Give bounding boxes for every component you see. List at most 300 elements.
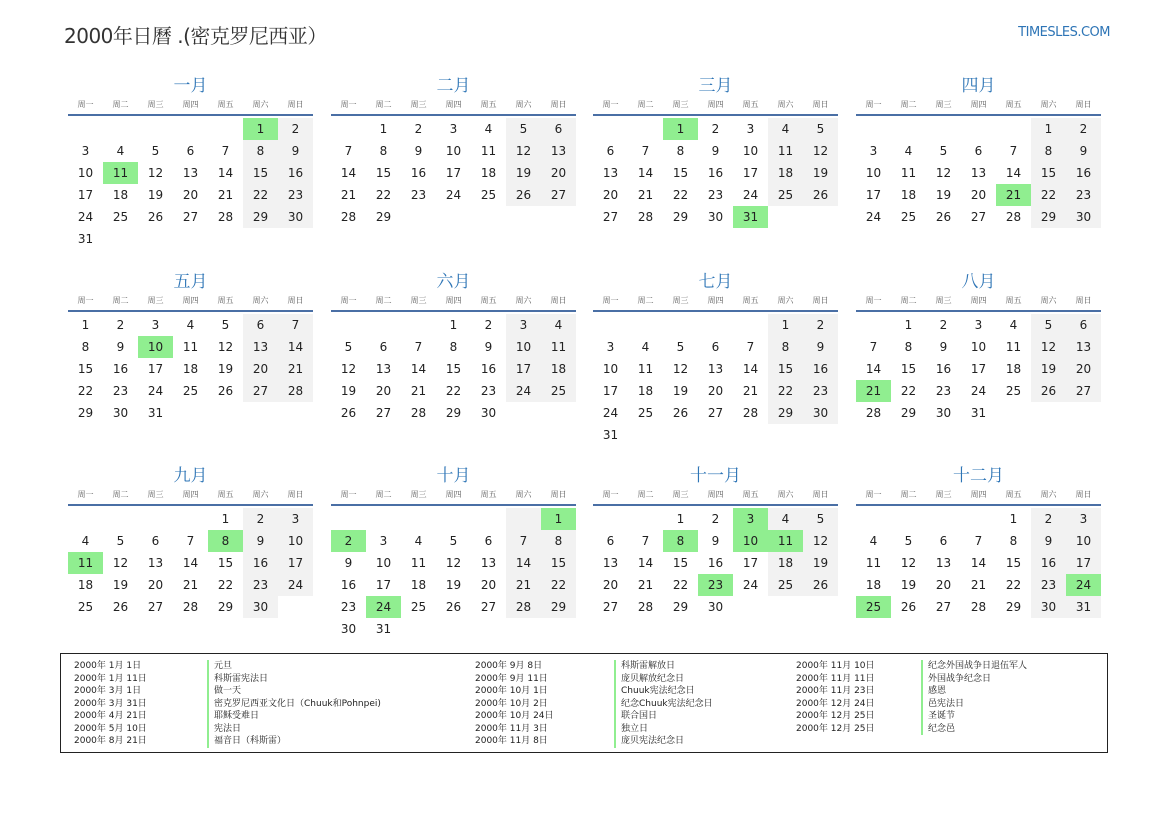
- day-cell[interactable]: 23: [707, 188, 724, 202]
- day-cell[interactable]: 11: [637, 362, 654, 376]
- day-cell[interactable]: 31: [602, 428, 619, 442]
- day-cell[interactable]: 26: [672, 406, 689, 420]
- day-cell[interactable]: 14: [410, 362, 427, 376]
- day-cell[interactable]: 9: [414, 144, 423, 158]
- day-cell[interactable]: 2: [331, 530, 366, 552]
- day-cell[interactable]: 31: [1066, 596, 1101, 618]
- day-cell[interactable]: 15: [900, 362, 917, 376]
- day-cell[interactable]: 5: [904, 534, 913, 548]
- day-cell[interactable]: 1: [221, 512, 230, 526]
- day-cell[interactable]: 18: [865, 578, 882, 592]
- day-cell[interactable]: 18: [1005, 362, 1022, 376]
- day-cell[interactable]: 22: [1031, 184, 1066, 206]
- day-cell[interactable]: 2: [1066, 118, 1101, 140]
- day-cell[interactable]: 3: [1066, 508, 1101, 530]
- day-cell[interactable]: 2: [414, 122, 423, 136]
- day-cell[interactable]: 25: [856, 596, 891, 618]
- day-cell[interactable]: 15: [243, 162, 278, 184]
- day-cell[interactable]: 8: [904, 340, 913, 354]
- day-cell[interactable]: 12: [112, 556, 129, 570]
- day-cell[interactable]: 4: [414, 534, 423, 548]
- day-cell[interactable]: 28: [637, 210, 654, 224]
- day-cell[interactable]: 30: [112, 406, 129, 420]
- day-cell[interactable]: 16: [1066, 162, 1101, 184]
- day-cell[interactable]: 25: [112, 210, 129, 224]
- day-cell[interactable]: 13: [480, 556, 497, 570]
- day-cell[interactable]: 12: [506, 140, 541, 162]
- day-cell[interactable]: 17: [865, 188, 882, 202]
- day-cell[interactable]: 1: [676, 512, 685, 526]
- day-cell[interactable]: 29: [672, 600, 689, 614]
- day-cell[interactable]: 10: [138, 336, 173, 358]
- day-cell[interactable]: 2: [1031, 508, 1066, 530]
- day-cell[interactable]: 14: [1005, 166, 1022, 180]
- day-cell[interactable]: 20: [707, 384, 724, 398]
- day-cell[interactable]: 3: [974, 318, 983, 332]
- day-cell[interactable]: 31: [77, 232, 94, 246]
- day-cell[interactable]: 23: [803, 380, 838, 402]
- day-cell[interactable]: 29: [375, 210, 392, 224]
- day-cell[interactable]: 18: [637, 384, 654, 398]
- day-cell[interactable]: 30: [935, 406, 952, 420]
- day-cell[interactable]: 10: [970, 340, 987, 354]
- day-cell[interactable]: 1: [243, 118, 278, 140]
- day-cell[interactable]: 3: [606, 340, 615, 354]
- day-cell[interactable]: 28: [340, 210, 357, 224]
- day-cell[interactable]: 19: [506, 162, 541, 184]
- day-cell[interactable]: 24: [445, 188, 462, 202]
- day-cell[interactable]: 16: [707, 556, 724, 570]
- day-cell[interactable]: 24: [147, 384, 164, 398]
- day-cell[interactable]: 2: [939, 318, 948, 332]
- day-cell[interactable]: 22: [375, 188, 392, 202]
- day-cell[interactable]: 14: [278, 336, 313, 358]
- day-cell[interactable]: 21: [637, 578, 654, 592]
- day-cell[interactable]: 21: [996, 184, 1031, 206]
- day-cell[interactable]: 27: [602, 210, 619, 224]
- day-cell[interactable]: 25: [541, 380, 576, 402]
- day-cell[interactable]: 23: [480, 384, 497, 398]
- day-cell[interactable]: 26: [803, 184, 838, 206]
- day-cell[interactable]: 28: [1005, 210, 1022, 224]
- day-cell[interactable]: 8: [541, 530, 576, 552]
- day-cell[interactable]: 12: [445, 556, 462, 570]
- day-cell[interactable]: 10: [865, 166, 882, 180]
- day-cell[interactable]: 14: [637, 556, 654, 570]
- day-cell[interactable]: 28: [742, 406, 759, 420]
- day-cell[interactable]: 8: [449, 340, 458, 354]
- day-cell[interactable]: 16: [1031, 552, 1066, 574]
- day-cell[interactable]: 22: [672, 578, 689, 592]
- day-cell[interactable]: 9: [484, 340, 493, 354]
- day-cell[interactable]: 21: [410, 384, 427, 398]
- day-cell[interactable]: 30: [243, 596, 278, 618]
- day-cell[interactable]: 14: [637, 166, 654, 180]
- day-cell[interactable]: 17: [742, 556, 759, 570]
- day-cell[interactable]: 20: [970, 188, 987, 202]
- day-cell[interactable]: 27: [935, 600, 952, 614]
- day-cell[interactable]: 7: [746, 340, 755, 354]
- day-cell[interactable]: 27: [541, 184, 576, 206]
- day-cell[interactable]: 19: [112, 578, 129, 592]
- day-cell[interactable]: 17: [375, 578, 392, 592]
- day-cell[interactable]: 26: [217, 384, 234, 398]
- day-cell[interactable]: 26: [900, 600, 917, 614]
- day-cell[interactable]: 11: [865, 556, 882, 570]
- day-cell[interactable]: 29: [445, 406, 462, 420]
- day-cell[interactable]: 16: [243, 552, 278, 574]
- day-cell[interactable]: 28: [970, 600, 987, 614]
- day-cell[interactable]: 5: [116, 534, 125, 548]
- day-cell[interactable]: 20: [182, 188, 199, 202]
- day-cell[interactable]: 11: [541, 336, 576, 358]
- day-cell[interactable]: 6: [974, 144, 983, 158]
- day-cell[interactable]: 30: [803, 402, 838, 424]
- day-cell[interactable]: 1: [379, 122, 388, 136]
- day-cell[interactable]: 8: [676, 144, 685, 158]
- day-cell[interactable]: 16: [112, 362, 129, 376]
- day-cell[interactable]: 15: [541, 552, 576, 574]
- day-cell[interactable]: 20: [243, 358, 278, 380]
- day-cell[interactable]: 13: [541, 140, 576, 162]
- day-cell[interactable]: 21: [340, 188, 357, 202]
- day-cell[interactable]: 14: [970, 556, 987, 570]
- day-cell[interactable]: 10: [77, 166, 94, 180]
- day-cell[interactable]: 16: [803, 358, 838, 380]
- day-cell[interactable]: 22: [217, 578, 234, 592]
- day-cell[interactable]: 9: [711, 144, 720, 158]
- day-cell[interactable]: 1: [1031, 118, 1066, 140]
- day-cell[interactable]: 6: [939, 534, 948, 548]
- day-cell[interactable]: 15: [445, 362, 462, 376]
- day-cell[interactable]: 23: [112, 384, 129, 398]
- day-cell[interactable]: 6: [379, 340, 388, 354]
- day-cell[interactable]: 27: [375, 406, 392, 420]
- day-cell[interactable]: 19: [217, 362, 234, 376]
- day-cell[interactable]: 13: [375, 362, 392, 376]
- day-cell[interactable]: 29: [768, 402, 803, 424]
- day-cell[interactable]: 18: [768, 162, 803, 184]
- day-cell[interactable]: 7: [278, 314, 313, 336]
- day-cell[interactable]: 25: [768, 574, 803, 596]
- day-cell[interactable]: 4: [541, 314, 576, 336]
- day-cell[interactable]: 26: [340, 406, 357, 420]
- day-cell[interactable]: 18: [182, 362, 199, 376]
- day-cell[interactable]: 16: [707, 166, 724, 180]
- day-cell[interactable]: 22: [1005, 578, 1022, 592]
- day-cell[interactable]: 18: [480, 166, 497, 180]
- day-cell[interactable]: 27: [182, 210, 199, 224]
- day-cell[interactable]: 21: [637, 188, 654, 202]
- day-cell[interactable]: 29: [217, 600, 234, 614]
- day-cell[interactable]: 12: [803, 530, 838, 552]
- day-cell[interactable]: 24: [278, 574, 313, 596]
- day-cell[interactable]: 4: [641, 340, 650, 354]
- day-cell[interactable]: 12: [900, 556, 917, 570]
- day-cell[interactable]: 22: [243, 184, 278, 206]
- day-cell[interactable]: 13: [1066, 336, 1101, 358]
- day-cell[interactable]: 14: [865, 362, 882, 376]
- day-cell[interactable]: 26: [445, 600, 462, 614]
- day-cell[interactable]: 24: [742, 188, 759, 202]
- day-cell[interactable]: 26: [506, 184, 541, 206]
- day-cell[interactable]: 13: [707, 362, 724, 376]
- day-cell[interactable]: 11: [410, 556, 427, 570]
- day-cell[interactable]: 20: [935, 578, 952, 592]
- day-cell[interactable]: 23: [340, 600, 357, 614]
- day-cell[interactable]: 8: [663, 530, 698, 552]
- day-cell[interactable]: 29: [77, 406, 94, 420]
- day-cell[interactable]: 24: [865, 210, 882, 224]
- day-cell[interactable]: 24: [1066, 574, 1101, 596]
- day-cell[interactable]: 30: [340, 622, 357, 636]
- day-cell[interactable]: 23: [278, 184, 313, 206]
- day-cell[interactable]: 17: [147, 362, 164, 376]
- day-cell[interactable]: 7: [221, 144, 230, 158]
- day-cell[interactable]: 19: [672, 384, 689, 398]
- day-cell[interactable]: 10: [742, 144, 759, 158]
- day-cell[interactable]: 13: [970, 166, 987, 180]
- day-cell[interactable]: 1: [768, 314, 803, 336]
- day-cell[interactable]: 23: [410, 188, 427, 202]
- day-cell[interactable]: 23: [698, 574, 733, 596]
- day-cell[interactable]: 8: [768, 336, 803, 358]
- day-cell[interactable]: 19: [803, 552, 838, 574]
- day-cell[interactable]: 11: [103, 162, 138, 184]
- day-cell[interactable]: 3: [449, 122, 458, 136]
- day-cell[interactable]: 11: [480, 144, 497, 158]
- day-cell[interactable]: 14: [506, 552, 541, 574]
- day-cell[interactable]: 25: [1005, 384, 1022, 398]
- day-cell[interactable]: 15: [768, 358, 803, 380]
- day-cell[interactable]: 5: [676, 340, 685, 354]
- day-cell[interactable]: 9: [116, 340, 125, 354]
- day-cell[interactable]: 2: [803, 314, 838, 336]
- day-cell[interactable]: 26: [935, 210, 952, 224]
- day-cell[interactable]: 6: [711, 340, 720, 354]
- day-cell[interactable]: 24: [77, 210, 94, 224]
- day-cell[interactable]: 15: [1005, 556, 1022, 570]
- day-cell[interactable]: 23: [243, 574, 278, 596]
- day-cell[interactable]: 28: [865, 406, 882, 420]
- day-cell[interactable]: 6: [243, 314, 278, 336]
- day-cell[interactable]: 10: [278, 530, 313, 552]
- day-cell[interactable]: 12: [340, 362, 357, 376]
- day-cell[interactable]: 7: [344, 144, 353, 158]
- day-cell[interactable]: 7: [974, 534, 983, 548]
- day-cell[interactable]: 4: [768, 508, 803, 530]
- day-cell[interactable]: 27: [243, 380, 278, 402]
- day-cell[interactable]: 12: [935, 166, 952, 180]
- day-cell[interactable]: 4: [484, 122, 493, 136]
- day-cell[interactable]: 3: [151, 318, 160, 332]
- day-cell[interactable]: 5: [1031, 314, 1066, 336]
- day-cell[interactable]: 19: [803, 162, 838, 184]
- day-cell[interactable]: 16: [278, 162, 313, 184]
- day-cell[interactable]: 13: [243, 336, 278, 358]
- day-cell[interactable]: 30: [1031, 596, 1066, 618]
- day-cell[interactable]: 8: [208, 530, 243, 552]
- day-cell[interactable]: 5: [506, 118, 541, 140]
- day-cell[interactable]: 29: [672, 210, 689, 224]
- day-cell[interactable]: 20: [480, 578, 497, 592]
- day-cell[interactable]: 21: [856, 380, 891, 402]
- day-cell[interactable]: 14: [742, 362, 759, 376]
- day-cell[interactable]: 7: [186, 534, 195, 548]
- day-cell[interactable]: 9: [711, 534, 720, 548]
- day-cell[interactable]: 31: [375, 622, 392, 636]
- day-cell[interactable]: 10: [445, 144, 462, 158]
- day-cell[interactable]: 6: [1066, 314, 1101, 336]
- day-cell[interactable]: 7: [1009, 144, 1018, 158]
- day-cell[interactable]: 23: [1031, 574, 1066, 596]
- day-cell[interactable]: 30: [707, 210, 724, 224]
- day-cell[interactable]: 20: [375, 384, 392, 398]
- day-cell[interactable]: 28: [506, 596, 541, 618]
- day-cell[interactable]: 20: [147, 578, 164, 592]
- day-cell[interactable]: 17: [970, 362, 987, 376]
- day-cell[interactable]: 21: [506, 574, 541, 596]
- day-cell[interactable]: 21: [278, 358, 313, 380]
- day-cell[interactable]: 31: [970, 406, 987, 420]
- day-cell[interactable]: 6: [151, 534, 160, 548]
- day-cell[interactable]: 22: [672, 188, 689, 202]
- day-cell[interactable]: 28: [410, 406, 427, 420]
- day-cell[interactable]: 8: [81, 340, 90, 354]
- day-cell[interactable]: 3: [869, 144, 878, 158]
- day-cell[interactable]: 16: [480, 362, 497, 376]
- day-cell[interactable]: 15: [217, 556, 234, 570]
- day-cell[interactable]: 9: [1066, 140, 1101, 162]
- day-cell[interactable]: 30: [278, 206, 313, 228]
- day-cell[interactable]: 3: [506, 314, 541, 336]
- day-cell[interactable]: 15: [77, 362, 94, 376]
- day-cell[interactable]: 19: [1031, 358, 1066, 380]
- day-cell[interactable]: 22: [768, 380, 803, 402]
- day-cell[interactable]: 26: [803, 574, 838, 596]
- day-cell[interactable]: 2: [243, 508, 278, 530]
- day-cell[interactable]: 25: [182, 384, 199, 398]
- day-cell[interactable]: 8: [1031, 140, 1066, 162]
- day-cell[interactable]: 16: [340, 578, 357, 592]
- day-cell[interactable]: 12: [217, 340, 234, 354]
- day-cell[interactable]: 18: [541, 358, 576, 380]
- day-cell[interactable]: 22: [900, 384, 917, 398]
- day-cell[interactable]: 5: [803, 118, 838, 140]
- day-cell[interactable]: 3: [733, 508, 768, 530]
- day-cell[interactable]: 25: [900, 210, 917, 224]
- day-cell[interactable]: 2: [484, 318, 493, 332]
- day-cell[interactable]: 30: [480, 406, 497, 420]
- day-cell[interactable]: 24: [742, 578, 759, 592]
- day-cell[interactable]: 18: [77, 578, 94, 592]
- day-cell[interactable]: 19: [340, 384, 357, 398]
- day-cell[interactable]: 11: [182, 340, 199, 354]
- day-cell[interactable]: 27: [480, 600, 497, 614]
- day-cell[interactable]: 11: [1005, 340, 1022, 354]
- day-cell[interactable]: 17: [1066, 552, 1101, 574]
- day-cell[interactable]: 15: [672, 166, 689, 180]
- day-cell[interactable]: 9: [803, 336, 838, 358]
- day-cell[interactable]: 2: [711, 512, 720, 526]
- day-cell[interactable]: 1: [1009, 512, 1018, 526]
- day-cell[interactable]: 27: [1066, 380, 1101, 402]
- day-cell[interactable]: 7: [641, 534, 650, 548]
- day-cell[interactable]: 16: [410, 166, 427, 180]
- day-cell[interactable]: 25: [410, 600, 427, 614]
- day-cell[interactable]: 26: [147, 210, 164, 224]
- day-cell[interactable]: 14: [182, 556, 199, 570]
- day-cell[interactable]: 20: [602, 578, 619, 592]
- day-cell[interactable]: 7: [414, 340, 423, 354]
- day-cell[interactable]: 28: [217, 210, 234, 224]
- day-cell[interactable]: 25: [77, 600, 94, 614]
- day-cell[interactable]: 24: [506, 380, 541, 402]
- day-cell[interactable]: 3: [379, 534, 388, 548]
- day-cell[interactable]: 18: [410, 578, 427, 592]
- day-cell[interactable]: 1: [663, 118, 698, 140]
- day-cell[interactable]: 4: [186, 318, 195, 332]
- day-cell[interactable]: 1: [81, 318, 90, 332]
- day-cell[interactable]: 6: [541, 118, 576, 140]
- day-cell[interactable]: 24: [366, 596, 401, 618]
- day-cell[interactable]: 30: [707, 600, 724, 614]
- day-cell[interactable]: 23: [1066, 184, 1101, 206]
- day-cell[interactable]: 28: [182, 600, 199, 614]
- day-cell[interactable]: 9: [278, 140, 313, 162]
- day-cell[interactable]: 25: [768, 184, 803, 206]
- day-cell[interactable]: 16: [935, 362, 952, 376]
- day-cell[interactable]: 28: [637, 600, 654, 614]
- day-cell[interactable]: 6: [186, 144, 195, 158]
- site-brand[interactable]: TIMESLES.COM: [1018, 25, 1110, 40]
- day-cell[interactable]: 5: [221, 318, 230, 332]
- day-cell[interactable]: 12: [672, 362, 689, 376]
- day-cell[interactable]: 30: [1066, 206, 1101, 228]
- day-cell[interactable]: 3: [81, 144, 90, 158]
- day-cell[interactable]: 20: [541, 162, 576, 184]
- day-cell[interactable]: 11: [768, 140, 803, 162]
- day-cell[interactable]: 29: [1031, 206, 1066, 228]
- day-cell[interactable]: 17: [742, 166, 759, 180]
- day-cell[interactable]: 19: [900, 578, 917, 592]
- day-cell[interactable]: 15: [1031, 162, 1066, 184]
- day-cell[interactable]: 11: [768, 530, 803, 552]
- day-cell[interactable]: 4: [116, 144, 125, 158]
- day-cell[interactable]: 27: [707, 406, 724, 420]
- day-cell[interactable]: 19: [935, 188, 952, 202]
- day-cell[interactable]: 28: [278, 380, 313, 402]
- day-cell[interactable]: 31: [733, 206, 768, 228]
- day-cell[interactable]: 14: [217, 166, 234, 180]
- day-cell[interactable]: 3: [746, 122, 755, 136]
- day-cell[interactable]: 25: [637, 406, 654, 420]
- day-cell[interactable]: 13: [602, 166, 619, 180]
- day-cell[interactable]: 12: [1031, 336, 1066, 358]
- day-cell[interactable]: 5: [344, 340, 353, 354]
- day-cell[interactable]: 15: [672, 556, 689, 570]
- day-cell[interactable]: 10: [733, 530, 768, 552]
- day-cell[interactable]: 17: [602, 384, 619, 398]
- day-cell[interactable]: 1: [541, 508, 576, 530]
- day-cell[interactable]: 29: [243, 206, 278, 228]
- day-cell[interactable]: 19: [445, 578, 462, 592]
- day-cell[interactable]: 2: [711, 122, 720, 136]
- day-cell[interactable]: 20: [1066, 358, 1101, 380]
- day-cell[interactable]: 4: [81, 534, 90, 548]
- day-cell[interactable]: 4: [904, 144, 913, 158]
- day-cell[interactable]: 4: [1009, 318, 1018, 332]
